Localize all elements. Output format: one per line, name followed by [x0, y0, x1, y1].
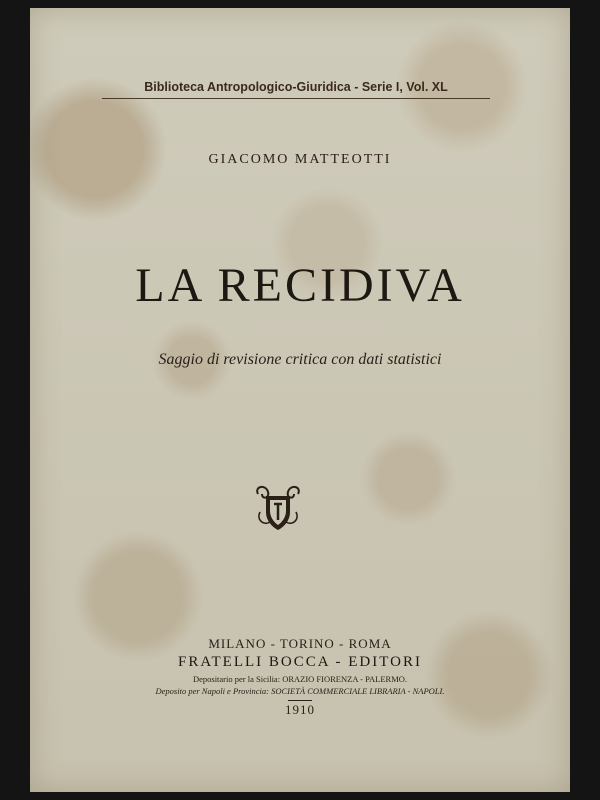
- book-cover: [30, 8, 570, 792]
- series-heading: Biblioteca Antropologico-Giuridica - Serie I, Vol. XL: [102, 80, 490, 99]
- depositary-naples: Deposito per Napoli e Provincia: SOCIETÀ COMMERCIALE LIBRARIA - NAPOLI.: [155, 686, 445, 696]
- divider: [288, 700, 312, 701]
- book-subtitle: Saggio di revisione critica con dati statistici: [158, 351, 442, 368]
- publication-year: 1910: [285, 702, 315, 717]
- publisher-emblem-icon: [252, 482, 304, 532]
- book-title: LA RECIDIVA: [135, 259, 465, 312]
- author-name: GIACOMO MATTEOTTI: [208, 152, 392, 167]
- depositary-sicily: Depositario per la Sicilia: ORAZIO FIORENZA - PALERMO.: [192, 674, 408, 684]
- publisher-cities: MILANO - TORINO - ROMA: [208, 636, 392, 651]
- publisher-name: FRATELLI BOCCA - EDITORI: [178, 654, 422, 670]
